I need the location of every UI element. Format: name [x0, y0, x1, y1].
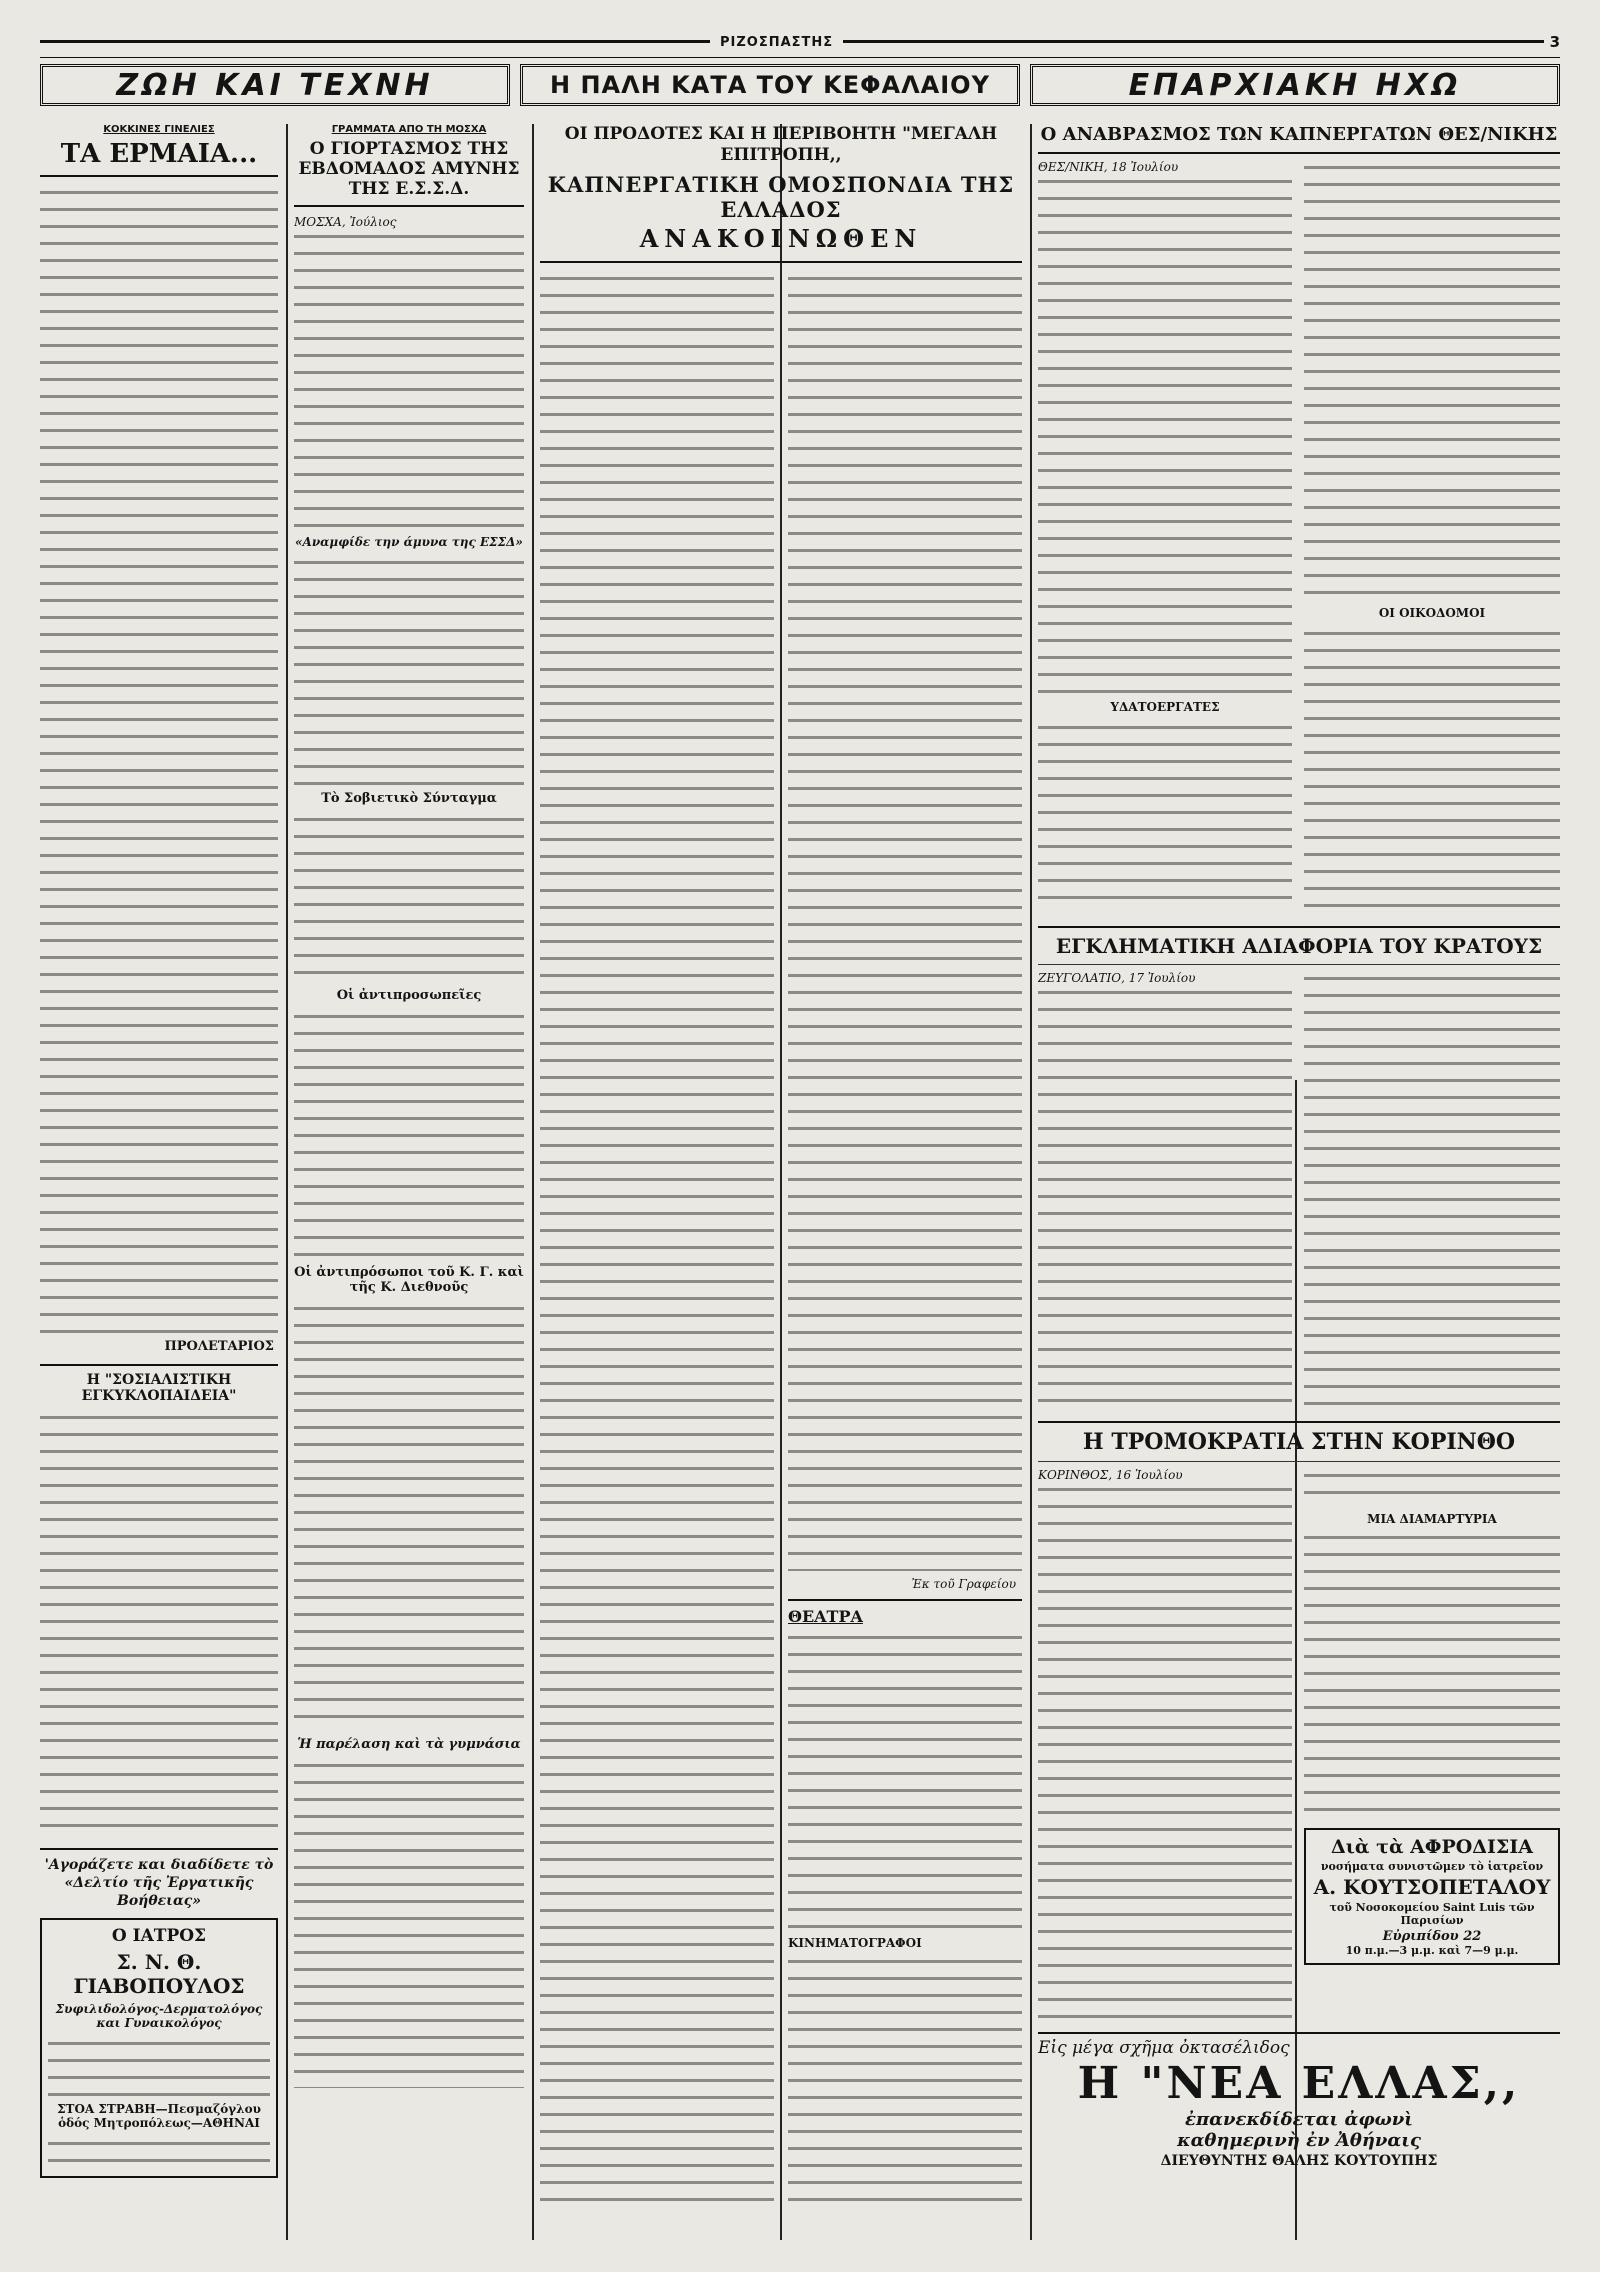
divider	[1038, 964, 1560, 965]
article-body-text	[40, 1410, 278, 1840]
article-body-text	[1304, 160, 1560, 600]
ad-description: τοῦ Νοσοκομείου Saint Luis τῶν Παρισίων	[1329, 1901, 1535, 1927]
divider	[1038, 152, 1560, 154]
column-rule	[532, 124, 534, 2240]
article-headline: ΟΙ ΠΡΟΔΟΤΕΣ ΚΑΙ Η ΠΕΡΙΒΟΗΤΗ "ΜΕΓΑΛΗ ΕΠΙΤΡΟΠΗ,,	[564, 124, 998, 165]
ad-address: ΣΤΟΑ ΣΤΡΑΒΗ—Πεσμαζόγλου ὁδός Μητροπόλεως—ΑΘΗΝΑΙ	[57, 2102, 261, 2130]
article-body-text	[294, 1009, 524, 1259]
article-headline: Ο ΓΙΟΡΤΑΣΜΟΣ ΤΗΣ ΕΒΔΟΜΑΔΟΣ ΑΜΥΝΗΣ ΤΗΣ Ε.Σ.Σ.Δ.	[298, 139, 520, 199]
ad-line: νοσήματα συνιστῶμεν τὸ ἰατρεῖον	[1320, 1860, 1544, 1873]
left-subcolumn	[1038, 160, 1292, 916]
subheading: ΥΔΑΤΟΕΡΓΑΤΕΣ	[1110, 700, 1220, 714]
article-headline: Η ΤΡΟΜΟΚΡΑΤΙΑ ΣΤΗΝ ΚΟΡΙΝΘΟ	[1082, 1429, 1516, 1455]
column-moscow-letter	[294, 124, 524, 2240]
ad-title: Ο ΙΑΤΡΟΣ	[111, 1926, 207, 1946]
article-body-text	[1304, 1530, 1560, 1820]
ad-kicker: Εἰς μέγα σχῆμα ὀκτασέλιδος	[1038, 2038, 1290, 2058]
article-body-text	[294, 555, 524, 785]
section-banner-provincial: ΕΠΑΡΧΙΑΚΗ ΗΧΩ	[1030, 64, 1560, 106]
article-body-columns	[1038, 160, 1560, 916]
ad-title: Η "ΝΕΑ ΕΛΛΑΣ,,	[1077, 2058, 1521, 2109]
article-kicker: ΓΡΑΜΜΑΤΑ ΑΠΟ ΤΗ ΜΟΣΧΑ	[331, 124, 487, 135]
article-body-text	[294, 229, 524, 529]
article-headline: ΕΓΚΛΗΜΑΤΙΚΗ ΑΔΙΑΦΟΡΙΑ ΤΟΥ ΚΡΑΤΟΥΣ	[1055, 934, 1543, 958]
ad-line: καθημερινὴ ἐν Ἀθήναις	[1177, 2130, 1421, 2151]
article-body-text	[1038, 720, 1292, 910]
article-body-columns	[1038, 1468, 1560, 2022]
ad-name: Α. ΚΟΥΤΣΟΠΕΤΑΛΟΥ	[1313, 1875, 1551, 1899]
article-body-text	[1038, 174, 1292, 694]
article-body-text	[294, 1758, 524, 2088]
article-body-text	[1304, 971, 1560, 1411]
article-body-text	[1304, 626, 1560, 916]
article-signature: ΠΡΟΛΕΤΑΡΙΟΣ	[164, 1339, 274, 1354]
subheading: «Αναμφίδε την άμυνα της ΕΣΣΔ»	[295, 535, 523, 549]
divider	[1038, 2032, 1560, 2034]
divider	[1038, 926, 1560, 928]
article-subheadline: ΑΝΑΚΟΙΝΩΘΕΝ	[639, 224, 923, 253]
promo-notice: 'Αγοράζετε και διαδίδετε τὸ «Δελτίο τῆς Ἐργατικῆς Βοήθειας»	[44, 1857, 274, 1909]
column-provincial	[1038, 124, 1560, 2240]
ad-hours: 10 π.μ.—3 μ.μ. καὶ 7—9 μ.μ.	[1345, 1944, 1519, 1957]
left-subcolumn	[1038, 971, 1292, 1411]
divider	[40, 175, 278, 177]
divider	[294, 205, 524, 207]
article-body-text	[788, 271, 1022, 1571]
divider	[1038, 1421, 1560, 1423]
dateline: ΖΕΥΓΟΛΑΤΙΟ, 17 Ἰουλίου	[1038, 971, 1196, 985]
cinema-listings	[788, 1954, 1022, 2214]
theatre-listings	[788, 1630, 1022, 1930]
right-subcolumn	[1304, 160, 1560, 916]
column-tobacco-workers	[540, 124, 1022, 2240]
right-subcolumn	[788, 271, 1022, 2214]
ad-title: Διὰ τὰ ΑΦΡΟΔΙΣΙΑ	[1330, 1836, 1533, 1858]
article-body-text	[294, 1301, 524, 1731]
ad-body-text	[48, 2036, 270, 2096]
newspaper-page	[40, 33, 1560, 2240]
subheading: Οἱ ἀντιπροσωπεῖες	[336, 988, 482, 1003]
dateline: ΘΕΣ/ΝΙΚΗ, 18 Ἰουλίου	[1038, 160, 1179, 174]
article-body-text	[1304, 1468, 1560, 1508]
doctor-advertisement	[40, 1918, 278, 2178]
page-number: 3	[1544, 33, 1560, 51]
ad-line: ἐπανεκδίδεται ἀφωνὶ	[1185, 2109, 1413, 2130]
article-subheadline: ΚΑΠΝΕΡΓΑΤΙΚΗ ΟΜΟΣΠΟΝΔΙΑ ΤΗΣ ΕΛΛΑΔΟΣ	[547, 172, 1015, 222]
article-body-text	[540, 271, 774, 2207]
ad-address: Εὐριπίδου 22	[1382, 1929, 1482, 1944]
divider	[40, 1364, 278, 1366]
left-subcolumn	[1038, 1468, 1292, 2022]
subheading: Οἱ ἀντιπρόσωποι τοῦ Κ. Γ. καὶ τῆς Κ. Διεθνοῦς	[294, 1265, 524, 1295]
column-life-art	[40, 124, 278, 2240]
clinic-advertisement	[1304, 1828, 1560, 1965]
article-headline: Η "ΣΟΣΙΑΛΙΣΤΙΚΗ ΕΓΚΥΚΛΟΠΑΙΔΕΙΑ"	[81, 1372, 237, 1404]
article-body-columns	[540, 271, 1022, 2214]
article-body-text	[294, 812, 524, 982]
article-source: Ἐκ τοῦ Γραφείου	[911, 1577, 1016, 1591]
divider	[40, 1848, 278, 1850]
ad-name: Σ. Ν. Θ. ΓΙΑΒΟΠΟΥΛΟΣ	[73, 1950, 245, 1998]
theatre-header: ΘΕΑΤΡΑ	[788, 1607, 863, 1626]
ad-specialty: Συφιλιδολόγος-Δερματολόγος και Γυναικολόγος	[55, 2002, 263, 2030]
article-headline: ΤΑ ΕΡΜΑΙΑ...	[60, 139, 258, 169]
masthead-name: ΡΙΖΟΣΠΑΣΤΗΣ	[710, 35, 843, 50]
cinema-header: ΚΙΝΗΜΑΤΟΓΡΑΦΟΙ	[788, 1936, 922, 1950]
article-body-text	[40, 185, 278, 1335]
article-body-text	[1038, 1482, 1292, 2022]
ad-director: ΔΙΕΥΘΥΝΤΗΣ ΘΑΛΗΣ ΚΟΥΤΟΥΠΗΣ	[1160, 2153, 1438, 2169]
section-banner-struggle: Η ΠΑΛΗ ΚΑΤΑ ΤΟΥ ΚΕΦΑΛΑΙΟΥ	[520, 64, 1020, 106]
divider	[540, 261, 1022, 263]
ad-body-text	[48, 2136, 270, 2170]
subheading: Τὸ Σοβιετικὸ Σύνταγμα	[321, 791, 497, 806]
article-kicker: ΚΟΚΚΙΝΕΣ ΓΙΝΕΛΙΕΣ	[103, 124, 215, 135]
divider	[1038, 1461, 1560, 1462]
divider	[788, 1599, 1022, 1601]
column-rule	[1030, 124, 1032, 2240]
right-subcolumn	[1304, 1468, 1560, 2022]
subheading: ΜΙΑ ΔΙΑΜΑΡΤΥΡΙΑ	[1367, 1512, 1497, 1526]
dateline: ΚΟΡΙΝΘΟΣ, 16 Ἰουλίου	[1038, 1468, 1183, 1482]
article-headline: Ο ΑΝΑΒΡΑΣΜΟΣ ΤΩΝ ΚΑΠΝΕΡΓΑΤΩΝ ΘΕΣ/ΝΙΚΗΣ	[1040, 124, 1558, 145]
subheading: ΟΙ ΟΙΚΟΔΟΜΟΙ	[1378, 606, 1486, 620]
article-body-text	[1038, 985, 1292, 1405]
section-banner-life-art: ΖΩΗ ΚΑΙ ΤΕΧΝΗ	[40, 64, 510, 106]
column-rule	[286, 124, 288, 2240]
masthead-rule	[40, 33, 1560, 58]
subheading: Ἡ παρέλαση καὶ τὰ γυμνάσια	[297, 1737, 521, 1752]
dateline: ΜΟΣΧΑ, Ἰούλιος	[294, 215, 397, 229]
article-body-columns	[1038, 971, 1560, 1411]
